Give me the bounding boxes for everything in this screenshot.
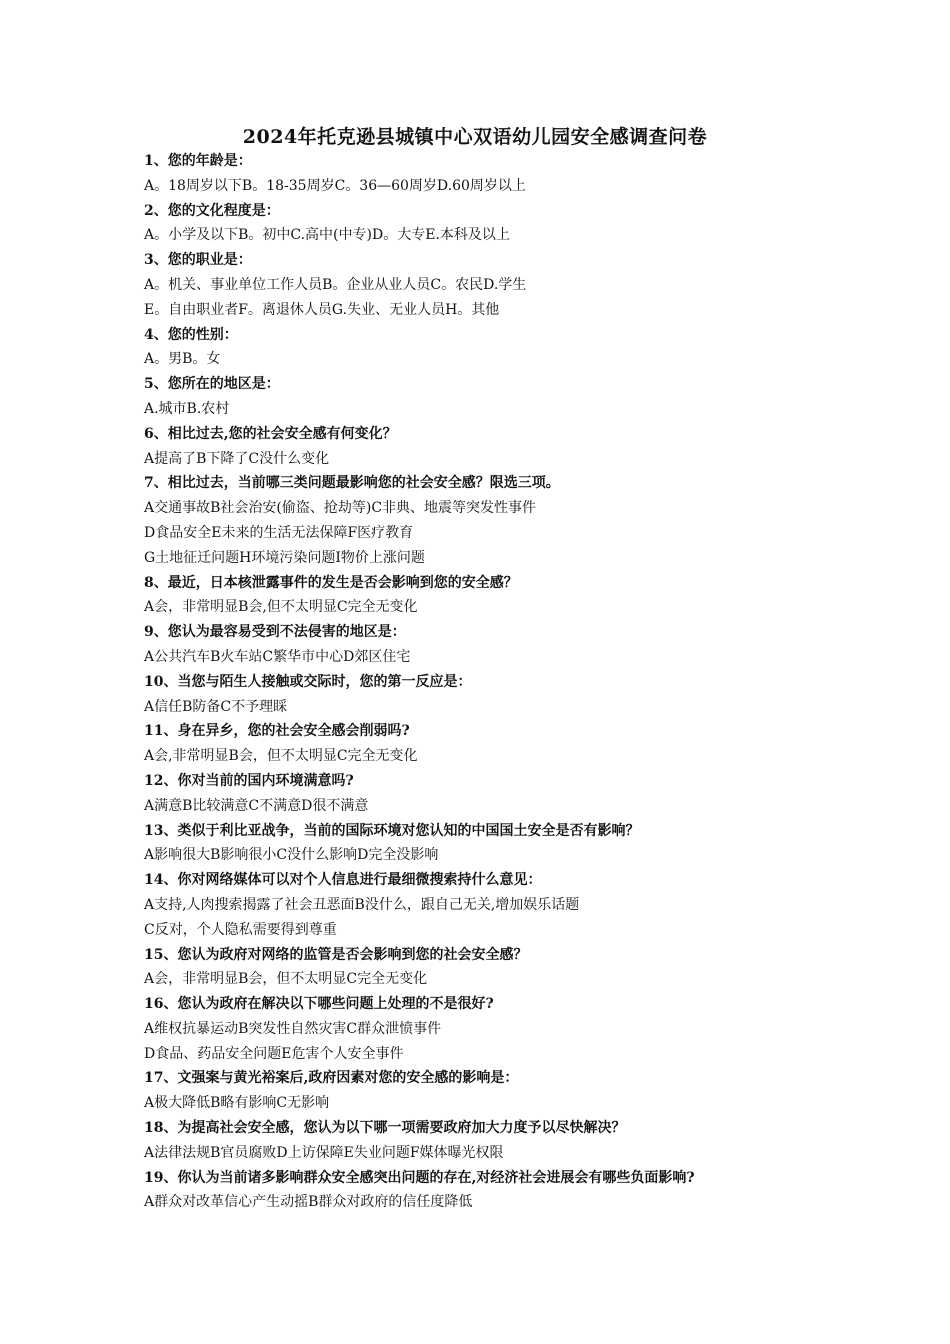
answer-options: D食品安全E未来的生活无法保障F医疗教育	[144, 524, 414, 541]
answer-options: A会，非常明显B会，但不太明显C完全无变化	[144, 971, 428, 988]
question-text: 1、您的年龄是：	[144, 153, 252, 169]
answer-options: A。小学及以下B。初中C.高中(中专)D。大专E.本科及以上	[144, 227, 510, 244]
question-text: 19、你认为当前诸多影响群众安全感突出问题的存在,对经济社会进展会有哪些负面影响?	[144, 1169, 695, 1186]
answer-options: A满意B比较满意C不满意D很不满意	[144, 797, 369, 814]
answer-options: A支持,人肉搜索揭露了社会丑恶面B没什么，跟自己无关,增加娱乐话题	[144, 896, 580, 913]
answer-options: A法律法规B官员腐败D上访保障E失业问题F媒体曝光权限	[144, 1144, 504, 1161]
question-text: 18、为提高社会安全感，您认为以下哪一项需要政府加大力度予以尽快解决？	[144, 1120, 626, 1137]
answer-options: C反对，个人隐私需要得到尊重	[144, 921, 337, 938]
answer-options: A群众对改革信心产生动摇B群众对政府的信任度降低	[144, 1194, 473, 1211]
question-text: 13、类似于利比亚战争，当前的国际环境对您认知的中国国土安全是否有影响？	[144, 822, 640, 839]
answer-options: A交通事故B社会治安(偷盗、抢劫等)C非典、地震等突发性事件	[144, 500, 537, 517]
answer-options: G土地征迁问题H环境污染问题I物价上涨问题	[144, 549, 425, 566]
question-text: 7、相比过去，当前哪三类问题最影响您的社会安全感？限选三项。	[144, 475, 560, 492]
question-text: 9、您认为最容易受到不法侵害的地区是：	[144, 624, 406, 641]
answer-options: E。自由职业者F。离退休人员G.失业、无业人员H。其他	[144, 301, 500, 318]
answer-options: A公共汽车B火车站C繁华市中心D郊区住宅	[144, 648, 411, 665]
answer-options: A影响很大B影响很小C没什么影响D完全没影响	[144, 847, 439, 864]
question-text: 15、您认为政府对网络的监管是否会影响到您的社会安全感？	[144, 946, 528, 963]
question-text: 11、身在异乡，您的社会安全感会削弱吗?	[144, 723, 410, 740]
document-title: 2024年托克逊县城镇中心双语幼儿园安全感调查问卷	[242, 126, 708, 148]
question-text: 16、您认为政府在解决以下哪些问题上处理的不是很好?	[144, 996, 494, 1013]
answer-options: A维权抗暴运动B突发性自然灾害C群众泄愤事件	[144, 1020, 442, 1037]
answer-options: A信任B防备C不予理睬	[144, 698, 288, 715]
question-list	[144, 149, 834, 1215]
question-text: 8、最近，日本核泄露事件的发生是否会影响到您的安全感？	[144, 574, 518, 591]
answer-options: A。男B。女	[144, 351, 221, 368]
question-text: 3、您的职业是：	[144, 252, 252, 269]
question-text: 4、您的性别：	[144, 326, 238, 343]
question-text: 6、相比过去,您的社会安全感有何变化？	[144, 425, 397, 442]
answer-options: A提高了B下降了C没什么变化	[144, 450, 330, 467]
answer-options: A。18周岁以下B。18-35周岁C。36—60周岁D.60周岁以上	[144, 177, 526, 194]
question-text: 14、你对网络媒体可以对个人信息进行最细微搜索持什么意见：	[144, 872, 542, 889]
answer-options: A.城市B.农村	[144, 400, 230, 417]
answer-options: A。机关、事业单位工作人员B。企业从业人员C。农民D.学生	[144, 276, 527, 293]
answer-options: A极大降低B略有影响C无影响	[144, 1095, 330, 1112]
answer-options: A会，非常明显B会,但不太明显C完全无变化	[144, 599, 418, 616]
answer-options: A会,非常明显B会，但不太明显C完全无变化	[144, 748, 418, 765]
question-text: 12、你对当前的国内环境满意吗?	[144, 772, 354, 789]
question-text: 17、文强案与黄光裕案后,政府因素对您的安全感的影响是：	[144, 1070, 519, 1087]
question-text: 10、当您与陌生人接触或交际时，您的第一反应是：	[144, 673, 472, 690]
question-text: 2、您的文化程度是：	[144, 202, 280, 219]
answer-options: D食品、药品安全问题E危害个人安全事件	[144, 1045, 404, 1062]
question-text: 5、您所在的地区是：	[144, 376, 280, 393]
